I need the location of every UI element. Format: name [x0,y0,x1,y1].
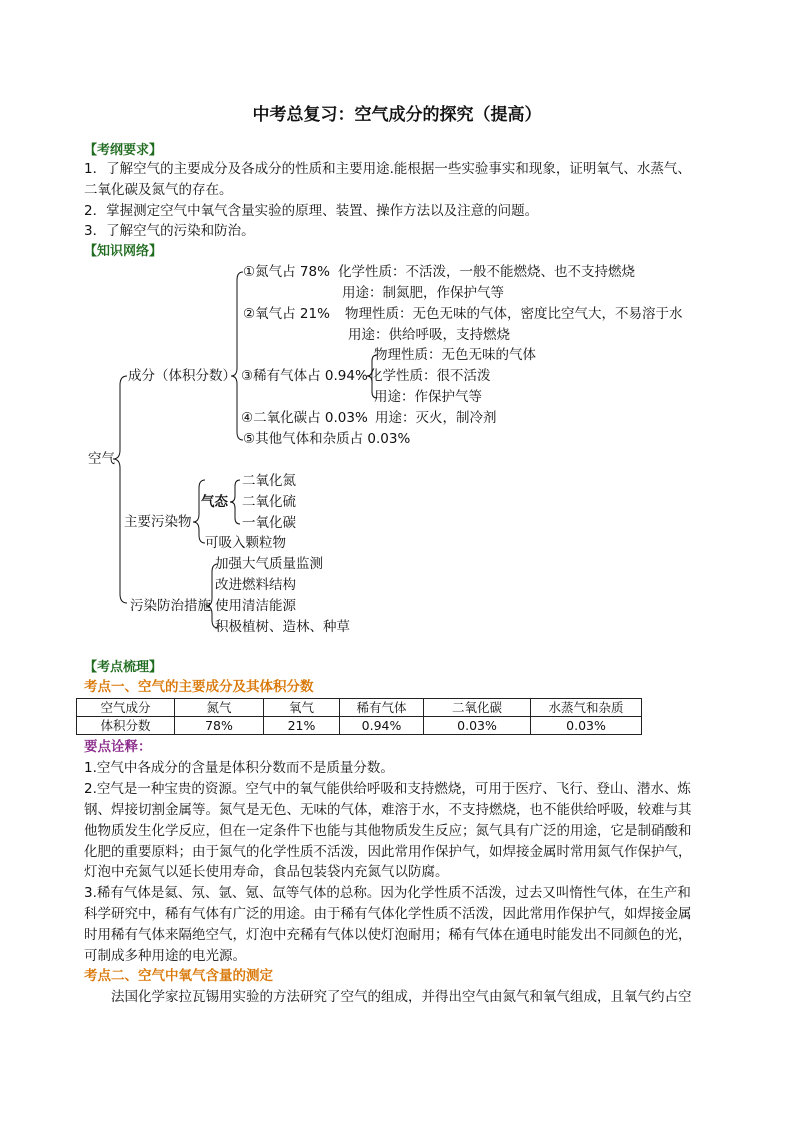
requirement-line: 2．掌握测定空气中氧气含量实验的原理、装置、操作方法以及注意的问题。 [84,203,539,219]
table-row [77,717,642,735]
network-other: ⑤其他气体和杂质占 0.03% [243,431,411,447]
requirement-line: 二氧化碳及氮气的存在。 [84,182,233,198]
network-measure: 改进燃料结构 [215,577,296,593]
note-line: 化肥的重要原料；由于氮气的化学性质不活泼，因此常用作保护气，如焊接金属时常用氮气作保护气， [84,844,692,860]
section-kaogang: 【考纲要求】 [84,143,163,158]
page-title: 中考总复习：空气成分的探究（提高） [252,105,542,125]
note-line: 科学研究中，稀有气体有广泛的用途。由于稀有气体化学性质不活泼，因此常用作保护气，如焊接金属 [84,906,692,922]
kaodian2-heading: 考点二、空气中氧气含量的测定 [84,968,273,984]
network-co2: ④二氧化碳占 0.03% [241,410,368,426]
table-row [77,699,642,717]
network-o2-use: 用途：供给呼吸，支持燃烧 [348,327,510,343]
network-o2-phys: 物理性质：无色无味的气体，密度比空气大，不易溶于水 [345,306,683,322]
note-line: 可制成多种用途的电光源。 [84,948,246,964]
network-prevention-label: 污染防治措施 [130,598,211,614]
table-cell: 体积分数 [77,717,175,735]
network-noble-phys: 物理性质：无色无味的气体 [374,347,536,363]
network-pollutants-label: 主要污染物 [124,514,192,530]
network-noble-use: 用途：作保护气等 [374,389,482,405]
kaodian2-text: 法国化学家拉瓦锡用实验的方法研究了空气的组成，并得出空气由氮气和氧气组成，且氧气约占空 [111,989,692,1005]
requirement-line: 1．了解空气的主要成分及各成分的性质和主要用途.能根据一些实验事实和现象，证明氧气、水蒸气、 [84,161,691,177]
notes-heading: 要点诠释： [84,739,152,755]
composition-table [76,698,642,735]
network-gas-label: 气态 [201,494,228,510]
network-noble-chem: 化学性质：很不活泼 [369,368,491,384]
network-n2: ①氮气占 78% [243,264,330,280]
requirement-line: 3．了解空气的污染和防治。 [84,223,255,239]
network-measure: 积极植树、造林、种草 [215,619,350,635]
note-line: 1.空气中各成分的含量是体积分数而不是质量分数。 [84,760,394,776]
network-root: 空气 [88,451,115,467]
note-line: 钢、焊接切割金属等。氮气是无色、无味的气体，难溶于水，不支持燃烧，也不能供给呼吸，较难与其 [84,802,692,818]
network-particles: 可吸入颗粒物 [205,535,286,551]
network-gas-item: 二氧化硫 [242,494,296,510]
table-header-cell: 二氧化碳 [424,699,531,717]
table-header-cell: 稀有气体 [340,699,424,717]
table-header-cell: 空气成分 [77,699,175,717]
network-n2-chem: 化学性质：不活泼，一般不能燃烧、也不支持燃烧 [338,264,635,280]
table-cell: 21% [264,717,340,735]
network-n2-use: 用途：制氮肥，作保护气等 [342,285,504,301]
table-cell: 78% [175,717,264,735]
network-measure: 加强大气质量监测 [215,556,323,572]
network-components-label: 成分（体积分数） [128,368,236,384]
kaodian1-heading: 考点一、空气的主要成分及其体积分数 [84,679,314,695]
table-header-cell: 水蒸气和杂质 [531,699,642,717]
section-zhishi: 【知识网络】 [84,244,163,259]
table-cell: 0.94% [340,717,424,735]
table-header-cell: 氧气 [264,699,340,717]
table-header-cell: 氮气 [175,699,264,717]
note-line: 3.稀有气体是氦、氖、氩、氪、氙等气体的总称。因为化学性质不活泼，过去又叫惰性气体，在生产和 [84,885,691,901]
network-gas-item: 一氧化碳 [242,515,296,531]
note-line: 他物质发生化学反应，但在一定条件下也能与其他物质发生反应；氮气具有广泛的用途，它是制硝酸和 [84,823,692,839]
network-noble: ③稀有气体占 0.94% [241,368,368,384]
network-measure: 使用清洁能源 [215,598,296,614]
section-kaodian: 【考点梳理】 [84,660,163,675]
note-line: 时用稀有气体来隔绝空气，灯泡中充稀有气体以使灯泡耐用；稀有气体在通电时能发出不同颜色的光， [84,927,692,943]
note-line: 2.空气是一种宝贵的资源。空气中的氧气能供给呼吸和支持燃烧，可用于医疗、飞行、登山、潜水、炼 [84,781,691,797]
note-line: 灯泡中充氮气以延长使用寿命，食品包装袋内充氮气以防腐。 [84,864,449,880]
table-cell: 0.03% [424,717,531,735]
network-co2-use: 用途：灭火，制冷剂 [375,410,497,426]
network-gas-item: 二氧化氮 [242,473,296,489]
network-o2: ②氧气占 21% [243,306,330,322]
table-cell: 0.03% [531,717,642,735]
